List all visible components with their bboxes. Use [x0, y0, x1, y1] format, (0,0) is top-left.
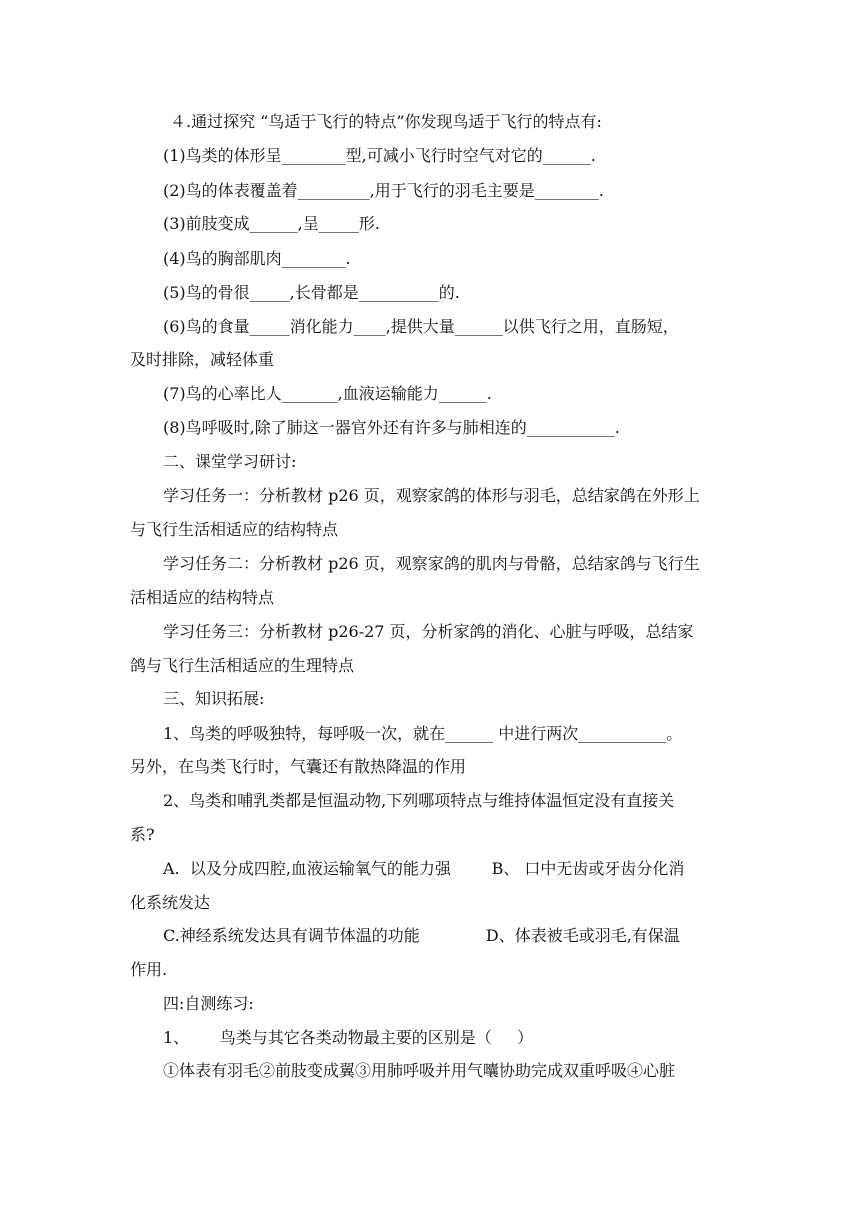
expansion-q2-line-2: 系?	[130, 825, 155, 844]
options-a-b-line-2: 化系统发达	[130, 893, 211, 912]
section-4-heading: 四:自测练习:	[163, 994, 254, 1013]
expansion-q2-line-1: 2、鸟类和哺乳类都是恒温动物,下列哪项特点与维持体温恒定没有直接关	[163, 791, 675, 810]
item-2-feathers: (2)鸟的体表覆盖着_________,用于飞行的羽毛主要是________.	[163, 181, 604, 200]
task-2-line-1: 学习任务二：分析教材 p26 页，观察家鸽的肌肉与骨骼，总结家鸽与飞行生	[163, 554, 700, 573]
item-6-digestion: (6)鸟的食量_____消化能力____,提供大量______以供飞行之用，直肠短，	[163, 317, 679, 336]
expansion-q1-line-1: 1、鸟类的呼吸独特，每呼吸一次，就在______ 中进行两次___________。	[163, 724, 683, 743]
item-6-continuation: 及时排除，减轻体重	[130, 350, 275, 369]
task-3-line-1: 学习任务三：分析教材 p26-27 页，分析家鸽的消化、心脏与呼吸，总结家	[163, 622, 694, 641]
task-1-line-1: 学习任务一：分析教材 p26 页，观察家鸽的体形与羽毛，总结家鸽在外形上	[163, 486, 700, 505]
question-4-prompt: ４.通过探究 “鸟适于飞行的特点”你发现鸟适于飞行的特点有:	[170, 112, 602, 131]
expansion-q1-line-2: 另外，在鸟类飞行时，气囊还有散热降温的作用	[130, 757, 467, 776]
options-a-b-line-1: A. 以及分成四腔,血液运输氧气的能力强 B、 口中无齿或牙齿分化消	[163, 859, 685, 878]
item-8-respiration: (8)鸟呼吸时,除了肺这一器官外还有许多与肺相连的___________.	[163, 418, 620, 437]
item-5-bones: (5)鸟的骨很_____,长骨都是__________的.	[163, 283, 460, 302]
task-3-line-2: 鸽与飞行生活相适应的生理特点	[130, 656, 355, 675]
options-c-d-line-2: 作用.	[130, 960, 168, 979]
task-2-line-2: 活相适应的结构特点	[130, 588, 275, 607]
section-3-heading: 三、知识拓展:	[163, 689, 265, 708]
options-c-d-line-1: C.神经系统发达具有调节体温的功能 D、体表被毛或羽毛,有保温	[163, 926, 680, 945]
task-1-line-2: 与飞行生活相适应的结构特点	[130, 520, 339, 539]
item-7-heart-rate: (7)鸟的心率比人_______,血液运输能力______.	[163, 384, 492, 403]
item-3-forelimbs: (3)前肢变成______,呈_____形.	[163, 214, 380, 233]
self-test-q1: 1、 鸟类与其它各类动物最主要的区别是（ ）	[163, 1028, 534, 1047]
section-2-heading: 二、课堂学习研讨:	[163, 452, 297, 471]
self-test-q1-options: ①体表有羽毛②前肢变成翼③用肺呼吸并用气囔协助完成双重呼吸④心脏	[163, 1061, 676, 1080]
item-1-body-shape: (1)鸟类的体形呈________型,可减小飞行时空气对它的______.	[163, 146, 596, 165]
item-4-chest-muscle: (4)鸟的胸部肌肉________.	[163, 249, 351, 268]
